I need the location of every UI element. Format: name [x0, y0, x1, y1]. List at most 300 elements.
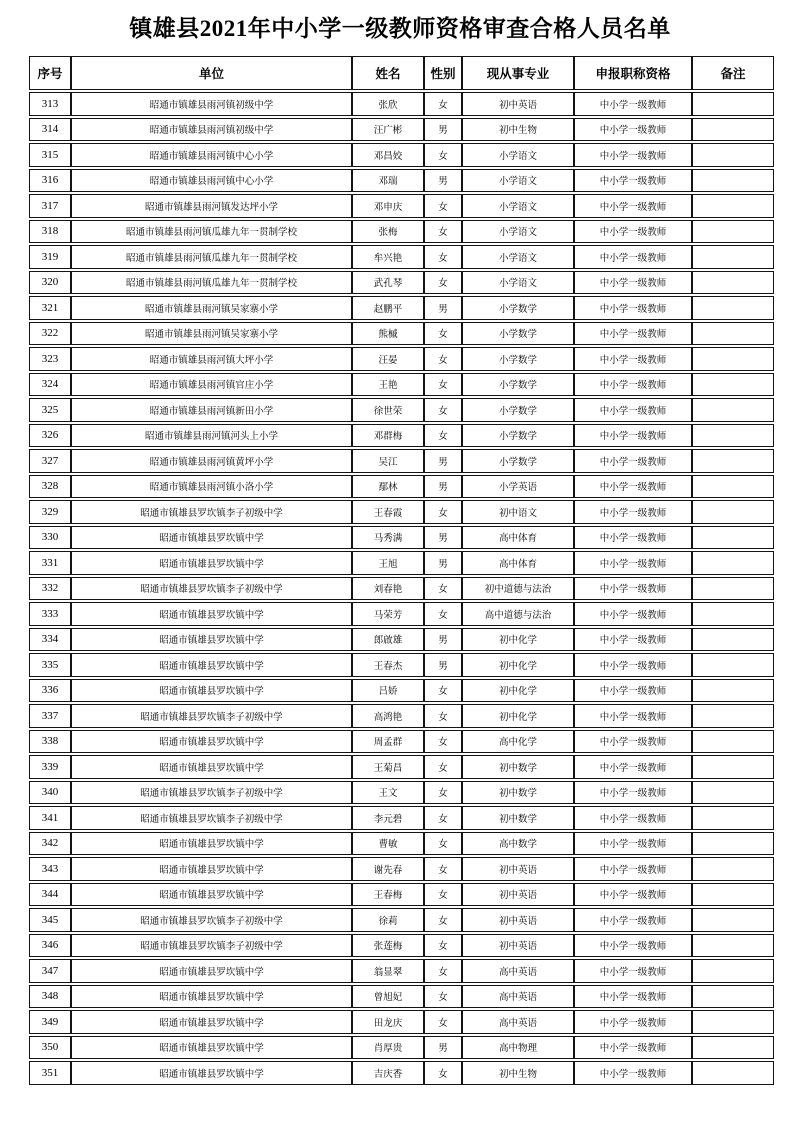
cell-gender: 女: [424, 194, 462, 218]
cell-seq: 341: [29, 806, 71, 830]
cell-unit: 昭通市镇雄县雨河镇中心小学: [71, 143, 352, 167]
cell-remark: [692, 143, 774, 167]
cell-remark: [692, 322, 774, 346]
cell-seq: 343: [29, 857, 71, 881]
cell-seq: 346: [29, 934, 71, 958]
cell-seq: 320: [29, 271, 71, 295]
column-header: 序号: [29, 56, 71, 90]
column-header: 现从事专业: [462, 56, 574, 90]
cell-remark: [692, 500, 774, 524]
cell-seq: 317: [29, 194, 71, 218]
cell-name: 邓申庆: [352, 194, 424, 218]
cell-gender: 女: [424, 1010, 462, 1034]
cell-qualification: 中小学一级教师: [574, 934, 692, 958]
cell-gender: 男: [424, 1036, 462, 1060]
cell-gender: 女: [424, 92, 462, 116]
cell-gender: 女: [424, 424, 462, 448]
cell-subject: 小学语文: [462, 220, 574, 244]
cell-subject: 初中英语: [462, 92, 574, 116]
cell-seq: 330: [29, 526, 71, 550]
table-row: [29, 92, 774, 116]
cell-qualification: 中小学一级教师: [574, 500, 692, 524]
table-row: [29, 194, 774, 218]
cell-subject: 初中语文: [462, 500, 574, 524]
table-row: [29, 500, 774, 524]
cell-unit: 昭通市镇雄县罗坎镇中学: [71, 526, 352, 550]
cell-unit: 昭通市镇雄县雨河镇发达坪小学: [71, 194, 352, 218]
cell-name: 郎啟雄: [352, 628, 424, 652]
table-row: [29, 118, 774, 142]
cell-qualification: 中小学一级教师: [574, 985, 692, 1009]
cell-remark: [692, 373, 774, 397]
cell-unit: 昭通市镇雄县罗坎镇中学: [71, 730, 352, 754]
table-row: [29, 602, 774, 626]
cell-qualification: 中小学一级教师: [574, 1036, 692, 1060]
cell-gender: 女: [424, 832, 462, 856]
column-header: 性别: [424, 56, 462, 90]
cell-seq: 321: [29, 296, 71, 320]
cell-qualification: 中小学一级教师: [574, 959, 692, 983]
cell-qualification: 中小学一级教师: [574, 424, 692, 448]
cell-gender: 女: [424, 857, 462, 881]
cell-qualification: 中小学一级教师: [574, 653, 692, 677]
cell-qualification: 中小学一级教师: [574, 577, 692, 601]
cell-remark: [692, 628, 774, 652]
cell-remark: [692, 653, 774, 677]
cell-name: 汪广彬: [352, 118, 424, 142]
cell-qualification: 中小学一级教师: [574, 347, 692, 371]
cell-subject: 小学数学: [462, 398, 574, 422]
cell-unit: 昭通市镇雄县雨河镇中心小学: [71, 169, 352, 193]
cell-unit: 昭通市镇雄县雨河镇新田小学: [71, 398, 352, 422]
cell-qualification: 中小学一级教师: [574, 883, 692, 907]
table-row: [29, 551, 774, 575]
cell-unit: 昭通市镇雄县雨河镇河头上小学: [71, 424, 352, 448]
table-row: [29, 220, 774, 244]
cell-name: 徐世荣: [352, 398, 424, 422]
cell-name: 邓群梅: [352, 424, 424, 448]
cell-gender: 女: [424, 577, 462, 601]
cell-seq: 329: [29, 500, 71, 524]
cell-unit: 昭通市镇雄县雨河镇吴家寨小学: [71, 296, 352, 320]
cell-gender: 女: [424, 908, 462, 932]
cell-qualification: 中小学一级教师: [574, 118, 692, 142]
cell-subject: 高中物理: [462, 1036, 574, 1060]
cell-unit: 昭通市镇雄县罗坎镇李子初级中学: [71, 704, 352, 728]
table-row: [29, 857, 774, 881]
cell-subject: 高中英语: [462, 985, 574, 1009]
cell-subject: 初中化学: [462, 679, 574, 703]
cell-qualification: 中小学一级教师: [574, 704, 692, 728]
cell-gender: 女: [424, 347, 462, 371]
cell-remark: [692, 985, 774, 1009]
cell-qualification: 中小学一级教师: [574, 245, 692, 269]
cell-unit: 昭通市镇雄县罗坎镇中学: [71, 1061, 352, 1085]
cell-unit: 昭通市镇雄县罗坎镇中学: [71, 602, 352, 626]
cell-seq: 348: [29, 985, 71, 1009]
cell-subject: 高中数学: [462, 832, 574, 856]
cell-unit: 昭通市镇雄县雨河镇黄坪小学: [71, 449, 352, 473]
cell-remark: [692, 934, 774, 958]
table-row: [29, 704, 774, 728]
cell-gender: 男: [424, 526, 462, 550]
cell-name: 王艳: [352, 373, 424, 397]
cell-unit: 昭通市镇雄县罗坎镇中学: [71, 653, 352, 677]
cell-gender: 男: [424, 296, 462, 320]
cell-remark: [692, 1036, 774, 1060]
cell-remark: [692, 806, 774, 830]
cell-name: 张莲梅: [352, 934, 424, 958]
table-row: [29, 1036, 774, 1060]
cell-gender: 男: [424, 475, 462, 499]
cell-qualification: 中小学一级教师: [574, 908, 692, 932]
cell-subject: 高中体育: [462, 551, 574, 575]
cell-unit: 昭通市镇雄县罗坎镇中学: [71, 1036, 352, 1060]
cell-subject: 初中化学: [462, 628, 574, 652]
cell-unit: 昭通市镇雄县雨河镇官庄小学: [71, 373, 352, 397]
cell-remark: [692, 577, 774, 601]
cell-name: 翁显翠: [352, 959, 424, 983]
table-row: [29, 373, 774, 397]
table-row: [29, 1010, 774, 1034]
cell-remark: [692, 730, 774, 754]
cell-name: 刘春艳: [352, 577, 424, 601]
cell-unit: 昭通市镇雄县罗坎镇中学: [71, 628, 352, 652]
cell-seq: 339: [29, 755, 71, 779]
cell-remark: [692, 1061, 774, 1085]
cell-remark: [692, 704, 774, 728]
cell-remark: [692, 194, 774, 218]
table-row: [29, 908, 774, 932]
cell-seq: 335: [29, 653, 71, 677]
cell-gender: 女: [424, 220, 462, 244]
table-row: [29, 985, 774, 1009]
table-row: [29, 424, 774, 448]
cell-name: 田龙庆: [352, 1010, 424, 1034]
cell-unit: 昭通市镇雄县罗坎镇中学: [71, 985, 352, 1009]
cell-seq: 333: [29, 602, 71, 626]
cell-remark: [692, 908, 774, 932]
cell-unit: 昭通市镇雄县罗坎镇中学: [71, 679, 352, 703]
table-row: [29, 653, 774, 677]
table-row: [29, 883, 774, 907]
cell-name: 王春杰: [352, 653, 424, 677]
cell-seq: 332: [29, 577, 71, 601]
cell-gender: 男: [424, 653, 462, 677]
cell-remark: [692, 245, 774, 269]
cell-remark: [692, 169, 774, 193]
cell-subject: 初中英语: [462, 908, 574, 932]
cell-remark: [692, 781, 774, 805]
cell-subject: 小学数学: [462, 322, 574, 346]
cell-name: 王菊昌: [352, 755, 424, 779]
cell-qualification: 中小学一级教师: [574, 602, 692, 626]
table-row: [29, 347, 774, 371]
cell-remark: [692, 424, 774, 448]
cell-unit: 昭通市镇雄县雨河镇瓜雄九年一贯制学校: [71, 245, 352, 269]
cell-subject: 小学语文: [462, 245, 574, 269]
table-row: [29, 271, 774, 295]
cell-seq: 325: [29, 398, 71, 422]
cell-subject: 初中数学: [462, 781, 574, 805]
cell-remark: [692, 220, 774, 244]
cell-seq: 340: [29, 781, 71, 805]
cell-subject: 初中英语: [462, 883, 574, 907]
cell-name: 武孔琴: [352, 271, 424, 295]
cell-name: 谢先春: [352, 857, 424, 881]
cell-gender: 女: [424, 143, 462, 167]
cell-unit: 昭通市镇雄县罗坎镇李子初级中学: [71, 500, 352, 524]
cell-gender: 女: [424, 985, 462, 1009]
table-row: [29, 679, 774, 703]
cell-remark: [692, 296, 774, 320]
cell-subject: 小学语文: [462, 169, 574, 193]
table-row: [29, 806, 774, 830]
cell-qualification: 中小学一级教师: [574, 730, 692, 754]
cell-seq: 336: [29, 679, 71, 703]
cell-seq: 347: [29, 959, 71, 983]
cell-gender: 女: [424, 373, 462, 397]
cell-seq: 328: [29, 475, 71, 499]
cell-qualification: 中小学一级教师: [574, 1061, 692, 1085]
cell-name: 邓昌姣: [352, 143, 424, 167]
table-row: [29, 449, 774, 473]
cell-qualification: 中小学一级教师: [574, 271, 692, 295]
cell-subject: 初中道德与法治: [462, 577, 574, 601]
cell-seq: 344: [29, 883, 71, 907]
cell-seq: 334: [29, 628, 71, 652]
cell-unit: 昭通市镇雄县罗坎镇中学: [71, 857, 352, 881]
cell-qualification: 中小学一级教师: [574, 857, 692, 881]
cell-name: 徐莉: [352, 908, 424, 932]
table-row: [29, 781, 774, 805]
cell-name: 吉庆香: [352, 1061, 424, 1085]
cell-remark: [692, 1010, 774, 1034]
table-row: [29, 1061, 774, 1085]
cell-subject: 小学数学: [462, 449, 574, 473]
cell-remark: [692, 883, 774, 907]
table-row: [29, 245, 774, 269]
cell-name: 张梅: [352, 220, 424, 244]
cell-name: 熊槭: [352, 322, 424, 346]
cell-remark: [692, 271, 774, 295]
cell-name: 邓瑞: [352, 169, 424, 193]
cell-qualification: 中小学一级教师: [574, 398, 692, 422]
table-row: [29, 296, 774, 320]
cell-gender: 女: [424, 934, 462, 958]
cell-unit: 昭通市镇雄县罗坎镇中学: [71, 832, 352, 856]
cell-unit: 昭通市镇雄县罗坎镇李子初级中学: [71, 781, 352, 805]
cell-unit: 昭通市镇雄县罗坎镇中学: [71, 1010, 352, 1034]
cell-name: 王旭: [352, 551, 424, 575]
cell-qualification: 中小学一级教师: [574, 832, 692, 856]
cell-name: 张欣: [352, 92, 424, 116]
cell-remark: [692, 449, 774, 473]
cell-unit: 昭通市镇雄县雨河镇小洛小学: [71, 475, 352, 499]
cell-subject: 小学数学: [462, 424, 574, 448]
cell-remark: [692, 551, 774, 575]
cell-subject: 小学语文: [462, 271, 574, 295]
cell-unit: 昭通市镇雄县罗坎镇李子初级中学: [71, 577, 352, 601]
table-row: [29, 959, 774, 983]
cell-remark: [692, 602, 774, 626]
cell-unit: 昭通市镇雄县雨河镇瓜雄九年一贯制学校: [71, 220, 352, 244]
cell-subject: 小学英语: [462, 475, 574, 499]
cell-qualification: 中小学一级教师: [574, 679, 692, 703]
cell-qualification: 中小学一级教师: [574, 143, 692, 167]
cell-gender: 女: [424, 322, 462, 346]
cell-gender: 女: [424, 500, 462, 524]
cell-gender: 男: [424, 118, 462, 142]
table-row: [29, 730, 774, 754]
cell-seq: 338: [29, 730, 71, 754]
table-row: [29, 934, 774, 958]
cell-gender: 女: [424, 245, 462, 269]
cell-remark: [692, 832, 774, 856]
cell-seq: 319: [29, 245, 71, 269]
cell-qualification: 中小学一级教师: [574, 296, 692, 320]
column-header: 单位: [71, 56, 352, 90]
cell-unit: 昭通市镇雄县雨河镇瓜雄九年一贯制学校: [71, 271, 352, 295]
table-row: [29, 322, 774, 346]
table-row: [29, 398, 774, 422]
cell-gender: 女: [424, 271, 462, 295]
cell-gender: 女: [424, 704, 462, 728]
cell-name: 李元碧: [352, 806, 424, 830]
table-row: [29, 628, 774, 652]
cell-subject: 小学数学: [462, 347, 574, 371]
cell-qualification: 中小学一级教师: [574, 194, 692, 218]
cell-gender: 女: [424, 602, 462, 626]
cell-remark: [692, 475, 774, 499]
cell-gender: 女: [424, 806, 462, 830]
cell-unit: 昭通市镇雄县雨河镇大坪小学: [71, 347, 352, 371]
cell-subject: 初中生物: [462, 1061, 574, 1085]
cell-remark: [692, 526, 774, 550]
cell-subject: 小学数学: [462, 296, 574, 320]
cell-name: 曾旭妃: [352, 985, 424, 1009]
cell-name: 曹敏: [352, 832, 424, 856]
cell-qualification: 中小学一级教师: [574, 806, 692, 830]
cell-name: 王文: [352, 781, 424, 805]
cell-qualification: 中小学一级教师: [574, 373, 692, 397]
cell-remark: [692, 398, 774, 422]
cell-gender: 男: [424, 551, 462, 575]
cell-name: 马秀满: [352, 526, 424, 550]
cell-remark: [692, 347, 774, 371]
cell-name: 高鸿艳: [352, 704, 424, 728]
cell-name: 汪晏: [352, 347, 424, 371]
cell-qualification: 中小学一级教师: [574, 1010, 692, 1034]
cell-seq: 342: [29, 832, 71, 856]
table-row: [29, 755, 774, 779]
cell-name: 王春霞: [352, 500, 424, 524]
cell-name: 吕娇: [352, 679, 424, 703]
cell-subject: 初中英语: [462, 934, 574, 958]
cell-subject: 初中化学: [462, 653, 574, 677]
cell-subject: 高中道德与法治: [462, 602, 574, 626]
table-row: [29, 526, 774, 550]
cell-unit: 昭通市镇雄县雨河镇吴家寨小学: [71, 322, 352, 346]
cell-name: 吴江: [352, 449, 424, 473]
cell-seq: 322: [29, 322, 71, 346]
cell-name: 肖厚贵: [352, 1036, 424, 1060]
cell-qualification: 中小学一级教师: [574, 169, 692, 193]
cell-remark: [692, 92, 774, 116]
cell-subject: 初中数学: [462, 755, 574, 779]
cell-unit: 昭通市镇雄县雨河镇初级中学: [71, 118, 352, 142]
cell-subject: 初中英语: [462, 857, 574, 881]
cell-seq: 331: [29, 551, 71, 575]
cell-subject: 高中英语: [462, 959, 574, 983]
cell-subject: 初中化学: [462, 704, 574, 728]
cell-subject: 小学语文: [462, 194, 574, 218]
cell-gender: 女: [424, 883, 462, 907]
cell-name: 王春梅: [352, 883, 424, 907]
cell-seq: 345: [29, 908, 71, 932]
cell-subject: 高中体育: [462, 526, 574, 550]
cell-name: 鄢林: [352, 475, 424, 499]
cell-remark: [692, 679, 774, 703]
cell-gender: 女: [424, 730, 462, 754]
table-row: [29, 577, 774, 601]
column-header: 备注: [692, 56, 774, 90]
cell-gender: 女: [424, 1061, 462, 1085]
cell-gender: 女: [424, 679, 462, 703]
cell-seq: 324: [29, 373, 71, 397]
cell-qualification: 中小学一级教师: [574, 322, 692, 346]
table-row: [29, 143, 774, 167]
cell-unit: 昭通市镇雄县罗坎镇中学: [71, 959, 352, 983]
cell-subject: 高中化学: [462, 730, 574, 754]
cell-subject: 初中数学: [462, 806, 574, 830]
cell-seq: 318: [29, 220, 71, 244]
cell-gender: 女: [424, 755, 462, 779]
cell-gender: 女: [424, 781, 462, 805]
table-row: [29, 475, 774, 499]
cell-unit: 昭通市镇雄县罗坎镇李子初级中学: [71, 806, 352, 830]
cell-gender: 男: [424, 628, 462, 652]
cell-name: 牟兴艳: [352, 245, 424, 269]
cell-name: 周孟群: [352, 730, 424, 754]
cell-qualification: 中小学一级教师: [574, 526, 692, 550]
cell-qualification: 中小学一级教师: [574, 628, 692, 652]
cell-qualification: 中小学一级教师: [574, 475, 692, 499]
cell-gender: 男: [424, 169, 462, 193]
cell-unit: 昭通市镇雄县罗坎镇中学: [71, 755, 352, 779]
cell-unit: 昭通市镇雄县罗坎镇中学: [71, 883, 352, 907]
cell-qualification: 中小学一级教师: [574, 781, 692, 805]
cell-seq: 323: [29, 347, 71, 371]
cell-qualification: 中小学一级教师: [574, 92, 692, 116]
cell-seq: 316: [29, 169, 71, 193]
cell-gender: 女: [424, 398, 462, 422]
cell-remark: [692, 755, 774, 779]
table-header-row: [29, 56, 774, 90]
cell-name: 马荣芳: [352, 602, 424, 626]
cell-subject: 高中英语: [462, 1010, 574, 1034]
cell-seq: 351: [29, 1061, 71, 1085]
table-row: [29, 169, 774, 193]
cell-qualification: 中小学一级教师: [574, 755, 692, 779]
cell-unit: 昭通市镇雄县罗坎镇中学: [71, 551, 352, 575]
cell-seq: 349: [29, 1010, 71, 1034]
cell-seq: 337: [29, 704, 71, 728]
column-header: 姓名: [352, 56, 424, 90]
cell-qualification: 中小学一级教师: [574, 220, 692, 244]
cell-remark: [692, 857, 774, 881]
cell-gender: 男: [424, 449, 462, 473]
